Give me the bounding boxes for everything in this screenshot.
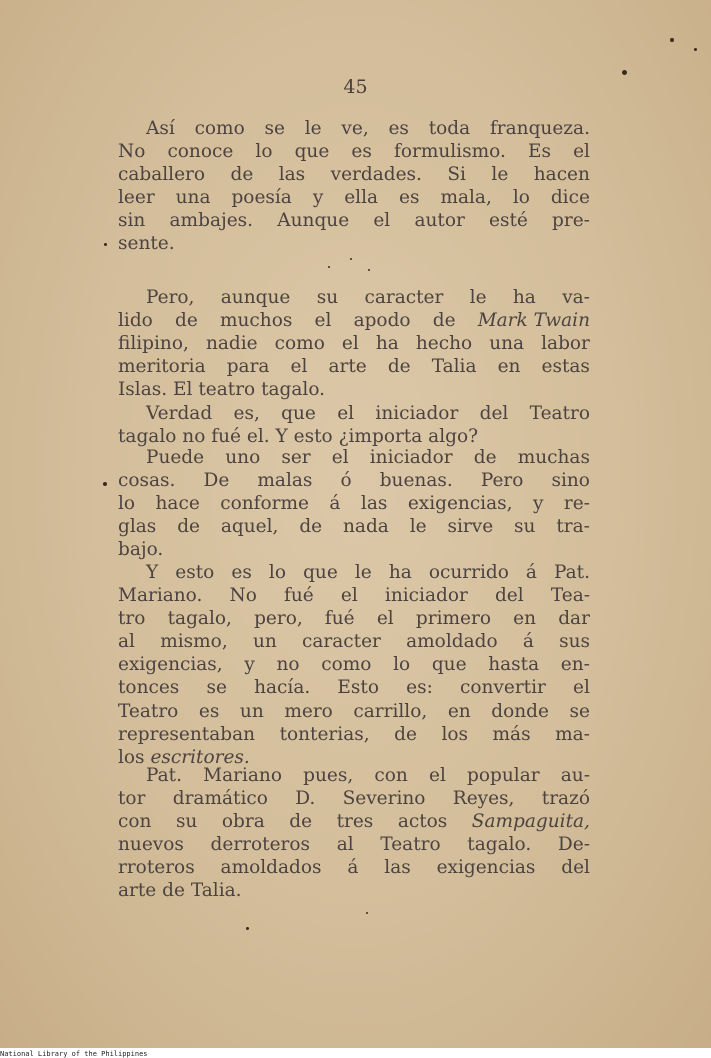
word: del — [561, 857, 590, 879]
word: es — [198, 700, 220, 722]
word: de — [175, 310, 198, 332]
word: es — [399, 187, 420, 209]
word: á — [522, 631, 534, 653]
word: ma- — [555, 723, 590, 745]
word: hasta — [488, 654, 540, 676]
word: tagalo. — [261, 379, 326, 401]
paper-speck — [104, 243, 107, 246]
word: el — [331, 447, 349, 468]
word: un — [252, 631, 277, 653]
word: arte — [328, 356, 367, 378]
word: formulismo. — [393, 141, 506, 163]
word: Pat. — [146, 765, 182, 786]
word: nada — [343, 516, 389, 538]
word: ¿importa — [338, 426, 423, 448]
word: au- — [560, 765, 590, 786]
paper-speck — [694, 48, 697, 51]
word: obra — [221, 811, 265, 833]
text-line — [118, 469, 590, 492]
text-line — [118, 538, 590, 561]
text-line — [118, 402, 590, 425]
word: se — [569, 700, 590, 722]
word: De- — [557, 834, 590, 856]
word: caballero — [118, 164, 206, 186]
word: lo — [393, 654, 411, 676]
word: fué — [284, 585, 314, 607]
word: donde — [491, 700, 549, 722]
word: le — [304, 118, 322, 139]
word: un — [239, 700, 264, 722]
word: en — [513, 608, 537, 630]
word: Mariano — [203, 765, 282, 786]
text-line — [118, 630, 590, 653]
word: Pat. — [554, 562, 590, 583]
text-line — [118, 117, 590, 140]
word: su — [175, 811, 198, 833]
word: como — [274, 333, 325, 355]
word: su — [316, 287, 339, 308]
word: tonces — [118, 677, 180, 699]
word: Pero, — [146, 287, 195, 308]
word: Esto — [337, 677, 379, 699]
word: conoce — [167, 141, 234, 163]
word: de — [177, 516, 200, 538]
word: sus — [559, 631, 590, 653]
word: ella — [344, 187, 379, 209]
word: Verdad — [146, 403, 213, 424]
word: Reyes, — [452, 788, 515, 810]
word: teatro — [198, 379, 256, 401]
text-line — [118, 378, 590, 401]
word: carrillo, — [353, 700, 428, 722]
word: caracter — [302, 631, 381, 653]
text-line — [118, 879, 590, 902]
word: las — [360, 493, 388, 515]
word: hacen — [533, 164, 590, 186]
word: más — [492, 723, 531, 745]
word: filipino, — [118, 333, 189, 355]
word: mero — [284, 700, 333, 722]
word: labor — [541, 333, 590, 355]
word: hacía. — [254, 677, 311, 699]
word: á — [329, 493, 341, 515]
word: del — [479, 403, 509, 424]
word: Talia. — [190, 880, 242, 902]
word: del — [494, 585, 524, 607]
word: popular — [467, 765, 540, 786]
word: pre- — [552, 210, 590, 232]
paper-speck — [328, 266, 330, 268]
text-line — [118, 492, 590, 515]
word: lo — [512, 187, 530, 209]
word: mala, — [440, 187, 492, 209]
word: fué — [324, 608, 355, 630]
word: al — [336, 834, 354, 856]
word: es — [351, 141, 372, 163]
word: esto — [293, 426, 333, 448]
word: es: — [406, 677, 433, 699]
word: va- — [562, 287, 590, 308]
word: nuevos — [118, 834, 184, 856]
word: pero, — [254, 608, 303, 630]
word: lo — [255, 141, 273, 163]
word: ocurrido — [428, 562, 509, 583]
word: no — [276, 654, 300, 676]
word: como — [321, 654, 372, 676]
word: Teatro — [118, 700, 179, 722]
word: primero — [415, 608, 491, 630]
word: el. — [246, 426, 270, 448]
word: No — [118, 141, 146, 163]
word: dar — [558, 608, 590, 630]
word: á — [525, 562, 537, 583]
text-line — [118, 607, 590, 630]
paragraph — [118, 764, 590, 903]
word: sirve — [447, 516, 494, 538]
word: amoldados — [220, 857, 322, 879]
text-line — [118, 515, 590, 538]
word: representaban — [118, 723, 256, 745]
word: buenas. — [379, 470, 453, 492]
word: de — [162, 880, 185, 902]
paper-speck — [366, 912, 368, 914]
word: y — [532, 493, 544, 515]
word: al — [118, 631, 135, 653]
word: Pero — [480, 470, 524, 492]
word: hace — [155, 493, 200, 515]
word: de — [387, 356, 411, 378]
text-line — [118, 700, 590, 723]
word: lo — [268, 562, 286, 583]
word: que — [294, 141, 330, 163]
word: Si — [447, 164, 466, 186]
paragraph — [118, 402, 590, 448]
word: Tea- — [550, 585, 590, 607]
word: convertir — [460, 677, 546, 699]
word: tagalo — [118, 426, 177, 448]
word: Aunque — [277, 210, 350, 232]
word: tra- — [556, 516, 590, 538]
paper-speck — [350, 258, 352, 260]
text-line — [118, 309, 590, 332]
word: que — [303, 562, 338, 583]
word: que — [281, 403, 316, 424]
word: hecho — [415, 333, 473, 355]
paragraph — [118, 286, 590, 401]
word: mismo, — [160, 631, 228, 653]
word: el — [290, 356, 308, 378]
word: Mariano. — [118, 585, 203, 607]
word: su — [514, 516, 536, 538]
paper-speck — [103, 482, 107, 486]
word: tonterias, — [279, 723, 370, 745]
word: malas — [257, 470, 313, 492]
word: el — [376, 608, 394, 630]
word: Es — [527, 141, 551, 163]
word: que — [431, 654, 467, 676]
word: ambajes. — [169, 210, 254, 232]
text-line — [118, 676, 590, 699]
word: ha — [375, 333, 399, 355]
word: el — [573, 141, 590, 163]
word: iniciador — [369, 447, 453, 468]
word: de — [230, 164, 254, 186]
word: y — [312, 187, 324, 209]
word: exigencias — [436, 857, 536, 879]
word: tor — [118, 788, 146, 810]
word: ha — [512, 287, 536, 308]
word: uno — [225, 447, 261, 468]
word: amoldado — [406, 631, 498, 653]
word: sino — [551, 470, 590, 492]
word: el — [573, 677, 590, 699]
word: el — [337, 403, 355, 424]
word: tro — [118, 608, 146, 630]
word: en — [447, 700, 471, 722]
text-line — [118, 561, 590, 584]
text-line — [118, 186, 590, 209]
word: el — [373, 210, 391, 232]
word: poesía — [231, 187, 292, 209]
word: á — [347, 857, 359, 879]
word: muchos — [219, 310, 293, 332]
word: fué — [211, 426, 241, 448]
italic-title: Mark Twain — [477, 310, 590, 332]
text-line — [118, 584, 590, 607]
word: apodo — [353, 310, 411, 332]
text-line — [118, 833, 590, 856]
word: es — [388, 118, 409, 139]
text-line — [118, 446, 590, 469]
word: en — [497, 356, 521, 378]
word: rroteros — [118, 857, 195, 879]
word: exigencias, — [118, 654, 223, 676]
word: una — [489, 333, 525, 355]
word: actos — [397, 811, 448, 833]
word: algo? — [428, 426, 479, 448]
word: Teatro — [529, 403, 590, 424]
word: de — [394, 723, 417, 745]
text-line — [118, 425, 590, 448]
text-line — [118, 140, 590, 163]
word: caracter — [364, 287, 444, 308]
word: de — [473, 447, 497, 468]
word: Severino — [342, 788, 426, 810]
text-line — [118, 209, 590, 232]
paragraph — [118, 117, 590, 256]
word: Talia — [431, 356, 477, 378]
word: el — [314, 310, 332, 332]
word: El — [173, 379, 193, 401]
word: es — [231, 562, 252, 583]
word: leer — [118, 187, 155, 209]
word: para — [226, 356, 270, 378]
word: de — [432, 310, 456, 332]
paper-speck — [368, 269, 370, 271]
word: como — [194, 118, 245, 139]
word: los — [441, 723, 468, 745]
word: el — [340, 585, 358, 607]
word: franqueza. — [489, 118, 590, 139]
word: exigencias, — [407, 493, 513, 515]
word: Islas. — [118, 379, 168, 401]
word: conforme — [220, 493, 309, 515]
word: le — [409, 516, 427, 538]
paper-speck — [622, 70, 627, 75]
word: sin — [118, 210, 146, 232]
word: dramático — [172, 788, 268, 810]
text-line — [118, 232, 590, 255]
word: trazó — [541, 788, 590, 810]
paragraph — [118, 446, 590, 561]
word: iniciador — [375, 403, 459, 424]
word: esto — [175, 562, 215, 583]
word: las — [278, 164, 306, 186]
word: aquel, — [220, 516, 279, 538]
word: autor — [414, 210, 465, 232]
word: sente. — [118, 233, 175, 255]
word: ó — [340, 470, 352, 492]
text-line — [118, 787, 590, 810]
word: estas — [541, 356, 590, 378]
word: meritoria — [118, 356, 206, 378]
word: aunque — [220, 287, 291, 308]
word: en- — [560, 654, 590, 676]
word: Puede — [146, 447, 205, 468]
text-line — [118, 856, 590, 879]
text-line — [118, 810, 590, 833]
text-line — [118, 332, 590, 355]
word: de — [289, 811, 313, 833]
word: se — [206, 677, 227, 699]
word: tagalo. — [467, 834, 532, 856]
word: le — [354, 562, 372, 583]
word: es, — [233, 403, 260, 424]
text-line — [118, 163, 590, 186]
word: y — [244, 654, 255, 676]
italic-title: Sampaguita, — [471, 811, 590, 833]
library-credit: National Library of the Philippines — [0, 1050, 148, 1058]
text-line — [118, 286, 590, 309]
word: bajo. — [118, 539, 164, 561]
word: ha — [388, 562, 412, 583]
word: pues, — [303, 765, 354, 786]
word: Y — [146, 562, 159, 583]
word: ser — [281, 447, 311, 468]
paper-speck — [670, 38, 674, 42]
word: De — [203, 470, 230, 492]
word: Así — [146, 118, 175, 139]
word: iniciador — [384, 585, 468, 607]
word: se — [264, 118, 285, 139]
page-number: 45 — [343, 76, 368, 98]
word: arte — [118, 880, 157, 902]
word: derroteros — [210, 834, 311, 856]
word: verdades. — [330, 164, 422, 186]
word: le — [469, 287, 487, 308]
word: no — [182, 426, 206, 448]
word: No — [229, 585, 257, 607]
word: con — [118, 811, 152, 833]
word: dice — [550, 187, 590, 209]
word: cosas. — [118, 470, 176, 492]
word: el — [341, 333, 359, 355]
word: le — [491, 164, 509, 186]
word: nadie — [205, 333, 258, 355]
word: lido — [118, 310, 153, 332]
word: los — [118, 746, 145, 768]
word: D. — [295, 788, 316, 810]
text-line — [118, 355, 590, 378]
word: las — [384, 857, 411, 879]
paper-speck — [246, 927, 249, 930]
word: de — [299, 516, 323, 538]
word: toda — [428, 118, 471, 139]
text-line — [118, 764, 590, 787]
word: el — [429, 765, 446, 786]
word: tres — [336, 811, 374, 833]
word: Teatro — [380, 834, 441, 856]
italic-word: escritores. — [150, 746, 250, 768]
word: tagalo, — [167, 608, 232, 630]
word: re- — [563, 493, 590, 515]
word: una — [175, 187, 211, 209]
word: muchas — [517, 447, 590, 468]
word: con — [374, 765, 408, 786]
word: ve, — [341, 118, 369, 139]
text-line — [118, 653, 590, 676]
word: lo — [118, 493, 136, 515]
text-line — [118, 723, 590, 746]
word: glas — [118, 516, 157, 538]
word: Y — [275, 426, 288, 448]
word: esté — [489, 210, 528, 232]
paragraph — [118, 561, 590, 769]
